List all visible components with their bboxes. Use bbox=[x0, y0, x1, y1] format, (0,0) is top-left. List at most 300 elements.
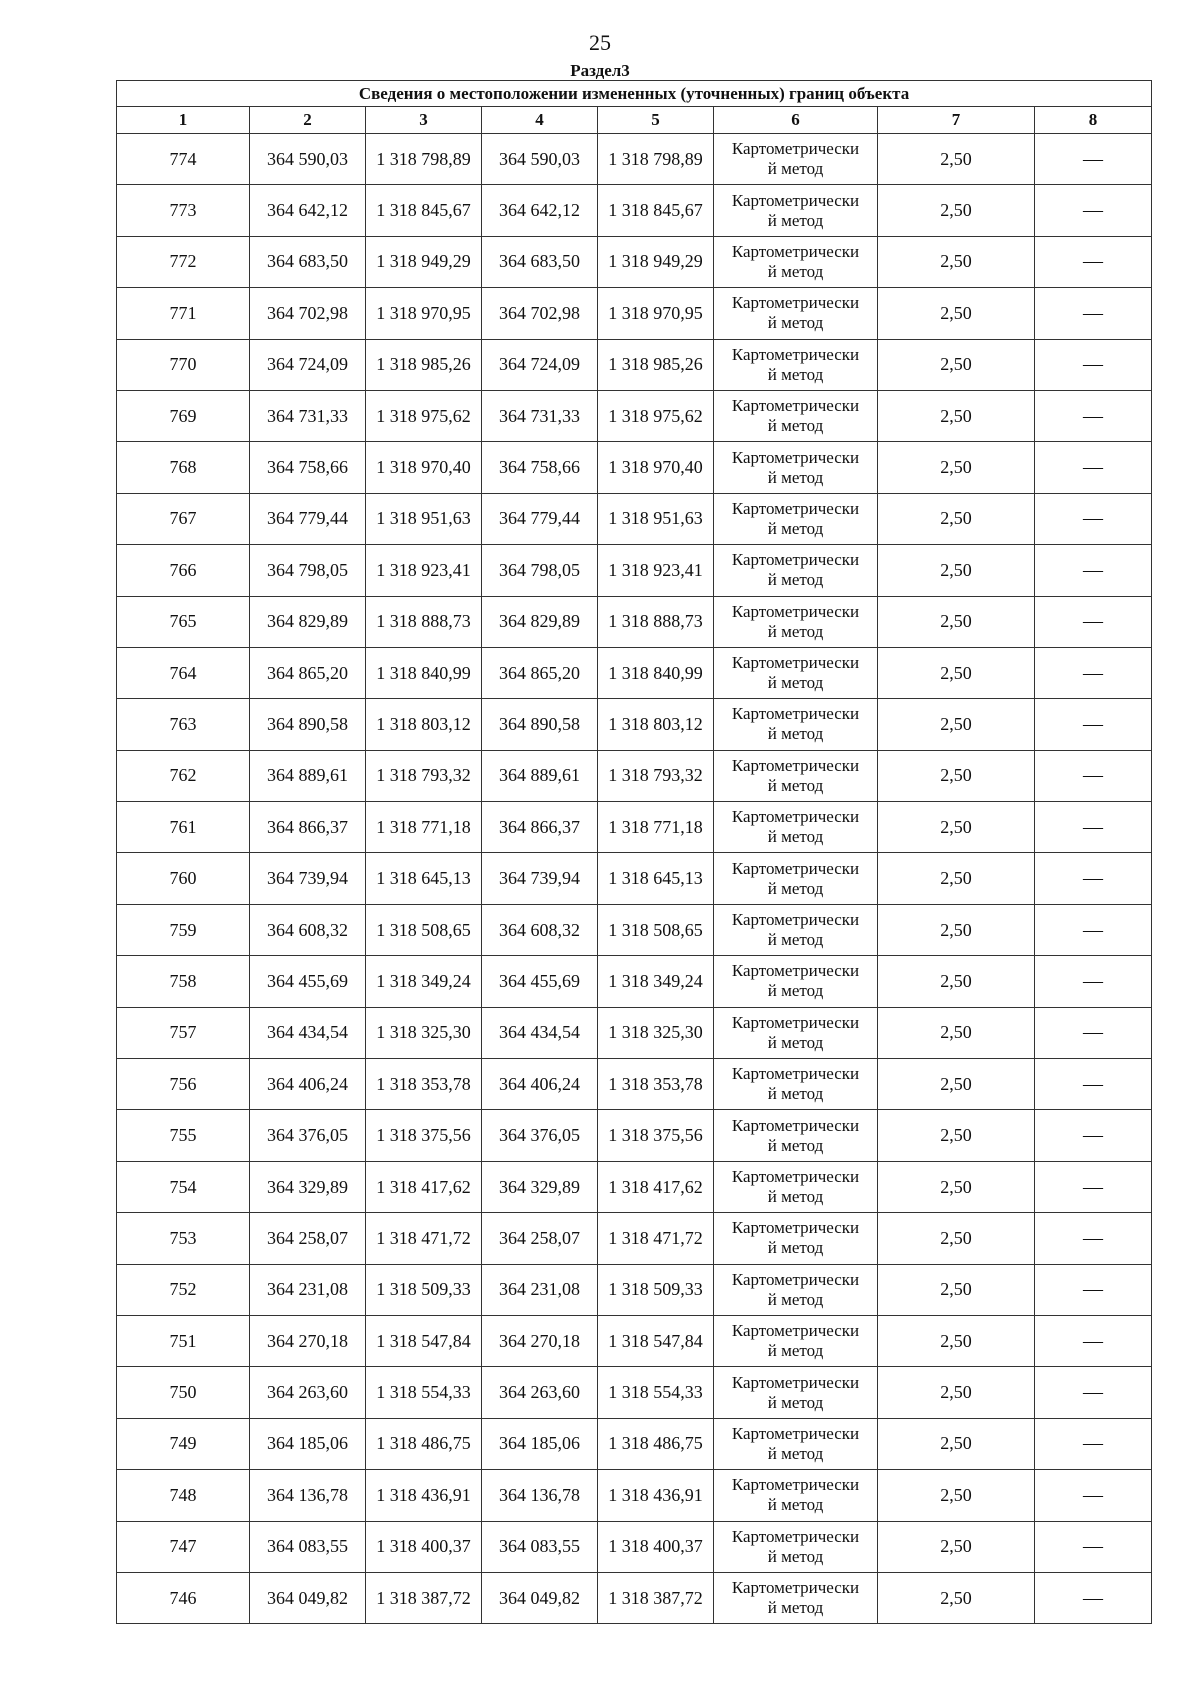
accuracy-cell: 2,50 bbox=[878, 1521, 1035, 1572]
method-text-line2: й метод bbox=[767, 159, 824, 179]
column-number-row bbox=[117, 107, 1152, 134]
point-number-cell: 759 bbox=[117, 904, 250, 955]
coord-x-new-cell: 364 829,89 bbox=[482, 596, 598, 647]
coord-y-cell: 1 318 970,40 bbox=[366, 442, 482, 493]
coord-y-new-cell: 1 318 417,62 bbox=[598, 1161, 714, 1212]
coord-y-new-cell: 1 318 387,72 bbox=[598, 1572, 714, 1623]
method-cell bbox=[714, 1572, 878, 1623]
coord-x-cell: 364 889,61 bbox=[250, 750, 366, 801]
method-cell bbox=[714, 750, 878, 801]
coord-x-cell: 364 263,60 bbox=[250, 1367, 366, 1418]
description-cell: — bbox=[1035, 1367, 1152, 1418]
description-cell: — bbox=[1035, 288, 1152, 339]
coord-y-new-cell: 1 318 325,30 bbox=[598, 1007, 714, 1058]
method-text-line2: й метод bbox=[767, 364, 824, 384]
point-number-cell: 758 bbox=[117, 956, 250, 1007]
method-cell bbox=[714, 1161, 878, 1212]
coord-y-new-cell: 1 318 349,24 bbox=[598, 956, 714, 1007]
method-text-line1: Картометрически bbox=[731, 1167, 860, 1186]
point-number-cell: 774 bbox=[117, 134, 250, 185]
table-row bbox=[117, 1213, 1152, 1264]
coord-y-cell: 1 318 436,91 bbox=[366, 1470, 482, 1521]
method-text-line1: Картометрически bbox=[731, 1012, 860, 1032]
method-text-line2: й метод bbox=[767, 1392, 824, 1412]
description-cell: — bbox=[1035, 956, 1152, 1007]
method-cell bbox=[714, 339, 878, 390]
method-text-line2: й метод bbox=[767, 570, 824, 590]
coord-y-new-cell: 1 318 554,33 bbox=[598, 1367, 714, 1418]
method-cell bbox=[714, 442, 878, 493]
method-text-line2: й метод bbox=[767, 1495, 824, 1515]
column-number: 1 bbox=[117, 107, 250, 134]
method-text-line2: й метод bbox=[767, 1546, 824, 1566]
accuracy-cell: 2,50 bbox=[878, 596, 1035, 647]
coord-x-cell: 364 608,32 bbox=[250, 904, 366, 955]
method-text-line2: й метод bbox=[767, 1289, 824, 1309]
coord-y-cell: 1 318 888,73 bbox=[366, 596, 482, 647]
table-row bbox=[117, 853, 1152, 904]
method-text-line2: й метод bbox=[767, 827, 824, 847]
point-number-cell: 772 bbox=[117, 236, 250, 287]
point-number-cell: 766 bbox=[117, 545, 250, 596]
coord-x-cell: 364 434,54 bbox=[250, 1007, 366, 1058]
point-number-cell: 771 bbox=[117, 288, 250, 339]
description-cell: — bbox=[1035, 596, 1152, 647]
table-row bbox=[117, 699, 1152, 750]
description-cell: — bbox=[1035, 1264, 1152, 1315]
accuracy-cell: 2,50 bbox=[878, 1059, 1035, 1110]
method-text-line2: й метод bbox=[767, 673, 824, 693]
table-row bbox=[117, 1059, 1152, 1110]
point-number-cell: 770 bbox=[117, 339, 250, 390]
method-text-line1: Картометрически bbox=[731, 396, 860, 416]
table-row bbox=[117, 493, 1152, 544]
coord-x-new-cell: 364 434,54 bbox=[482, 1007, 598, 1058]
accuracy-cell: 2,50 bbox=[878, 1007, 1035, 1058]
coord-x-cell: 364 702,98 bbox=[250, 288, 366, 339]
description-cell: — bbox=[1035, 1110, 1152, 1161]
coord-y-new-cell: 1 318 923,41 bbox=[598, 545, 714, 596]
method-text-line1: Картометрически bbox=[731, 1475, 860, 1495]
description-cell: — bbox=[1035, 1418, 1152, 1469]
table-row bbox=[117, 185, 1152, 236]
method-cell bbox=[714, 545, 878, 596]
table-row bbox=[117, 750, 1152, 801]
description-cell: — bbox=[1035, 545, 1152, 596]
coord-y-cell: 1 318 798,89 bbox=[366, 134, 482, 185]
method-text-line1: Картометрически bbox=[731, 601, 860, 621]
coord-x-new-cell: 364 263,60 bbox=[482, 1367, 598, 1418]
method-text-line2: й метод bbox=[767, 724, 824, 744]
coord-y-cell: 1 318 554,33 bbox=[366, 1367, 482, 1418]
method-text-line1: Картометрически bbox=[731, 190, 860, 210]
coord-y-new-cell: 1 318 888,73 bbox=[598, 596, 714, 647]
method-text-line1: Картометрически bbox=[731, 653, 860, 673]
method-text-line1: Картометрически bbox=[731, 961, 860, 981]
column-number: 2 bbox=[250, 107, 366, 134]
column-number: 6 bbox=[714, 107, 878, 134]
accuracy-cell: 2,50 bbox=[878, 750, 1035, 801]
coord-x-cell: 364 779,44 bbox=[250, 493, 366, 544]
coord-y-new-cell: 1 318 840,99 bbox=[598, 647, 714, 698]
coord-y-cell: 1 318 975,62 bbox=[366, 390, 482, 441]
coord-y-cell: 1 318 400,37 bbox=[366, 1521, 482, 1572]
method-cell bbox=[714, 390, 878, 441]
coord-x-cell: 364 758,66 bbox=[250, 442, 366, 493]
method-text-line1: Картометрически bbox=[731, 1064, 860, 1084]
method-text-line1: Картометрически bbox=[731, 1115, 860, 1135]
accuracy-cell: 2,50 bbox=[878, 545, 1035, 596]
description-cell: — bbox=[1035, 1007, 1152, 1058]
accuracy-cell: 2,50 bbox=[878, 1367, 1035, 1418]
method-cell bbox=[714, 802, 878, 853]
coord-y-cell: 1 318 645,13 bbox=[366, 853, 482, 904]
coord-x-cell: 364 866,37 bbox=[250, 802, 366, 853]
description-cell: — bbox=[1035, 750, 1152, 801]
coord-x-cell: 364 376,05 bbox=[250, 1110, 366, 1161]
section-title: Раздел3 bbox=[570, 61, 630, 80]
method-cell bbox=[714, 853, 878, 904]
coord-x-new-cell: 364 049,82 bbox=[482, 1572, 598, 1623]
point-number-cell: 767 bbox=[117, 493, 250, 544]
coord-x-cell: 364 083,55 bbox=[250, 1521, 366, 1572]
method-text-line1: Картометрически bbox=[731, 344, 860, 364]
column-number: 5 bbox=[598, 107, 714, 134]
method-cell bbox=[714, 1418, 878, 1469]
table-row bbox=[117, 1264, 1152, 1315]
method-cell bbox=[714, 1213, 878, 1264]
coord-y-cell: 1 318 349,24 bbox=[366, 956, 482, 1007]
table-row bbox=[117, 1315, 1152, 1366]
coord-x-cell: 364 724,09 bbox=[250, 339, 366, 390]
coord-y-new-cell: 1 318 803,12 bbox=[598, 699, 714, 750]
coord-x-cell: 364 406,24 bbox=[250, 1059, 366, 1110]
coord-x-new-cell: 364 758,66 bbox=[482, 442, 598, 493]
description-cell: — bbox=[1035, 1521, 1152, 1572]
coord-x-cell: 364 865,20 bbox=[250, 647, 366, 698]
coord-x-new-cell: 364 889,61 bbox=[482, 750, 598, 801]
coord-x-cell: 364 642,12 bbox=[250, 185, 366, 236]
table-row bbox=[117, 442, 1152, 493]
accuracy-cell: 2,50 bbox=[878, 699, 1035, 750]
point-number-cell: 764 bbox=[117, 647, 250, 698]
table-row bbox=[117, 1367, 1152, 1418]
table-row bbox=[117, 1572, 1152, 1623]
method-cell bbox=[714, 185, 878, 236]
method-cell bbox=[714, 236, 878, 287]
accuracy-cell: 2,50 bbox=[878, 647, 1035, 698]
method-text-line1: Картометрически bbox=[731, 910, 860, 930]
coord-y-cell: 1 318 845,67 bbox=[366, 185, 482, 236]
description-cell: — bbox=[1035, 1315, 1152, 1366]
description-cell: — bbox=[1035, 339, 1152, 390]
coord-y-new-cell: 1 318 970,40 bbox=[598, 442, 714, 493]
table-row bbox=[117, 1521, 1152, 1572]
method-text-line2: й метод bbox=[767, 313, 824, 333]
coord-y-cell: 1 318 985,26 bbox=[366, 339, 482, 390]
method-text-line2: й метод bbox=[767, 1084, 824, 1104]
description-cell: — bbox=[1035, 904, 1152, 955]
coord-x-new-cell: 364 890,58 bbox=[482, 699, 598, 750]
method-text-line2: й метод bbox=[767, 621, 824, 641]
table-row bbox=[117, 904, 1152, 955]
table-row bbox=[117, 596, 1152, 647]
method-text-line2: й метод bbox=[767, 1032, 824, 1052]
table-row bbox=[117, 1110, 1152, 1161]
coord-y-cell: 1 318 353,78 bbox=[366, 1059, 482, 1110]
description-cell: — bbox=[1035, 1470, 1152, 1521]
table-row bbox=[117, 134, 1152, 185]
accuracy-cell: 2,50 bbox=[878, 390, 1035, 441]
table-row bbox=[117, 1007, 1152, 1058]
coord-y-new-cell: 1 318 471,72 bbox=[598, 1213, 714, 1264]
table-row bbox=[117, 236, 1152, 287]
method-text-line1: Картометрически bbox=[731, 241, 860, 261]
method-text-line1: Картометрически bbox=[731, 1321, 860, 1341]
description-cell: — bbox=[1035, 185, 1152, 236]
column-number: 7 bbox=[878, 107, 1035, 134]
table-row bbox=[117, 288, 1152, 339]
accuracy-cell: 2,50 bbox=[878, 1264, 1035, 1315]
point-number-cell: 769 bbox=[117, 390, 250, 441]
coord-x-new-cell: 364 724,09 bbox=[482, 339, 598, 390]
method-cell bbox=[714, 1264, 878, 1315]
coord-y-new-cell: 1 318 547,84 bbox=[598, 1315, 714, 1366]
coord-x-new-cell: 364 185,06 bbox=[482, 1418, 598, 1469]
coord-x-cell: 364 185,06 bbox=[250, 1418, 366, 1469]
coord-y-cell: 1 318 375,56 bbox=[366, 1110, 482, 1161]
coord-y-cell: 1 318 471,72 bbox=[366, 1213, 482, 1264]
table-row bbox=[117, 647, 1152, 698]
method-text-line2: й метод bbox=[767, 210, 824, 230]
method-cell bbox=[714, 1521, 878, 1572]
method-cell bbox=[714, 1007, 878, 1058]
accuracy-cell: 2,50 bbox=[878, 339, 1035, 390]
method-text-line2: й метод bbox=[767, 981, 824, 1001]
coord-y-new-cell: 1 318 400,37 bbox=[598, 1521, 714, 1572]
method-text-line1: Картометрически bbox=[731, 1372, 860, 1392]
coord-y-cell: 1 318 840,99 bbox=[366, 647, 482, 698]
coord-x-new-cell: 364 270,18 bbox=[482, 1315, 598, 1366]
coord-x-new-cell: 364 642,12 bbox=[482, 185, 598, 236]
column-number: 8 bbox=[1035, 107, 1152, 134]
coord-x-cell: 364 683,50 bbox=[250, 236, 366, 287]
table-row bbox=[117, 1161, 1152, 1212]
method-text-line2: й метод bbox=[767, 878, 824, 898]
method-text-line1: Картометрически bbox=[731, 1526, 860, 1546]
method-text-line1: Картометрически bbox=[731, 1269, 860, 1289]
point-number-cell: 763 bbox=[117, 699, 250, 750]
method-text-line1: Картометрически bbox=[731, 1218, 860, 1238]
description-cell: — bbox=[1035, 853, 1152, 904]
accuracy-cell: 2,50 bbox=[878, 956, 1035, 1007]
coord-x-cell: 364 798,05 bbox=[250, 545, 366, 596]
coord-x-new-cell: 364 231,08 bbox=[482, 1264, 598, 1315]
point-number-cell: 752 bbox=[117, 1264, 250, 1315]
coord-x-new-cell: 364 376,05 bbox=[482, 1110, 598, 1161]
point-number-cell: 768 bbox=[117, 442, 250, 493]
coord-x-cell: 364 455,69 bbox=[250, 956, 366, 1007]
method-text-line1: Картометрически bbox=[731, 293, 860, 313]
method-text-line2: й метод bbox=[767, 775, 824, 795]
coord-x-new-cell: 364 683,50 bbox=[482, 236, 598, 287]
coord-x-cell: 364 270,18 bbox=[250, 1315, 366, 1366]
coordinates-table bbox=[116, 80, 1152, 1624]
point-number-cell: 760 bbox=[117, 853, 250, 904]
description-cell: — bbox=[1035, 647, 1152, 698]
method-cell bbox=[714, 1315, 878, 1366]
accuracy-cell: 2,50 bbox=[878, 1315, 1035, 1366]
point-number-cell: 756 bbox=[117, 1059, 250, 1110]
table-row bbox=[117, 545, 1152, 596]
coord-x-new-cell: 364 798,05 bbox=[482, 545, 598, 596]
coord-y-new-cell: 1 318 486,75 bbox=[598, 1418, 714, 1469]
method-cell bbox=[714, 699, 878, 750]
coord-x-new-cell: 364 590,03 bbox=[482, 134, 598, 185]
description-cell: — bbox=[1035, 1161, 1152, 1212]
coord-y-cell: 1 318 803,12 bbox=[366, 699, 482, 750]
coord-y-cell: 1 318 970,95 bbox=[366, 288, 482, 339]
point-number-cell: 754 bbox=[117, 1161, 250, 1212]
accuracy-cell: 2,50 bbox=[878, 904, 1035, 955]
method-text-line2: й метод bbox=[767, 930, 824, 950]
method-text-line1: Картометрически bbox=[731, 1423, 860, 1443]
coord-y-cell: 1 318 325,30 bbox=[366, 1007, 482, 1058]
method-text-line2: й метод bbox=[767, 467, 824, 487]
description-cell: — bbox=[1035, 442, 1152, 493]
accuracy-cell: 2,50 bbox=[878, 236, 1035, 287]
accuracy-cell: 2,50 bbox=[878, 493, 1035, 544]
accuracy-cell: 2,50 bbox=[878, 1213, 1035, 1264]
point-number-cell: 755 bbox=[117, 1110, 250, 1161]
coord-x-new-cell: 364 083,55 bbox=[482, 1521, 598, 1572]
coord-y-new-cell: 1 318 353,78 bbox=[598, 1059, 714, 1110]
accuracy-cell: 2,50 bbox=[878, 1470, 1035, 1521]
description-cell: — bbox=[1035, 802, 1152, 853]
method-text-line2: й метод bbox=[767, 1443, 824, 1463]
coord-y-cell: 1 318 771,18 bbox=[366, 802, 482, 853]
method-text-line1: Картометрически bbox=[731, 1578, 860, 1598]
coord-y-new-cell: 1 318 970,95 bbox=[598, 288, 714, 339]
description-cell: — bbox=[1035, 1572, 1152, 1623]
point-number-cell: 765 bbox=[117, 596, 250, 647]
coord-y-new-cell: 1 318 436,91 bbox=[598, 1470, 714, 1521]
point-number-cell: 746 bbox=[117, 1572, 250, 1623]
accuracy-cell: 2,50 bbox=[878, 288, 1035, 339]
method-text-line2: й метод bbox=[767, 1187, 824, 1206]
method-cell bbox=[714, 288, 878, 339]
point-number-cell: 747 bbox=[117, 1521, 250, 1572]
table-row bbox=[117, 1470, 1152, 1521]
coord-y-cell: 1 318 417,62 bbox=[366, 1161, 482, 1212]
point-number-cell: 748 bbox=[117, 1470, 250, 1521]
coord-x-cell: 364 829,89 bbox=[250, 596, 366, 647]
description-cell: — bbox=[1035, 390, 1152, 441]
point-number-cell: 773 bbox=[117, 185, 250, 236]
coord-x-cell: 364 731,33 bbox=[250, 390, 366, 441]
method-text-line2: й метод bbox=[767, 261, 824, 281]
table-row bbox=[117, 956, 1152, 1007]
coord-y-new-cell: 1 318 845,67 bbox=[598, 185, 714, 236]
accuracy-cell: 2,50 bbox=[878, 1418, 1035, 1469]
method-cell bbox=[714, 904, 878, 955]
method-text-line2: й метод bbox=[767, 1135, 824, 1155]
coord-x-new-cell: 364 866,37 bbox=[482, 802, 598, 853]
coord-y-cell: 1 318 387,72 bbox=[366, 1572, 482, 1623]
accuracy-cell: 2,50 bbox=[878, 1572, 1035, 1623]
method-cell bbox=[714, 596, 878, 647]
point-number-cell: 757 bbox=[117, 1007, 250, 1058]
method-text-line2: й метод bbox=[767, 1238, 824, 1258]
coord-y-cell: 1 318 508,65 bbox=[366, 904, 482, 955]
method-text-line1: Картометрически bbox=[731, 807, 860, 827]
coord-y-cell: 1 318 509,33 bbox=[366, 1264, 482, 1315]
coord-y-cell: 1 318 951,63 bbox=[366, 493, 482, 544]
accuracy-cell: 2,50 bbox=[878, 1161, 1035, 1212]
table-row bbox=[117, 390, 1152, 441]
accuracy-cell: 2,50 bbox=[878, 185, 1035, 236]
method-text-line1: Картометрически bbox=[731, 704, 860, 724]
column-number: 3 bbox=[366, 107, 482, 134]
method-cell bbox=[714, 1367, 878, 1418]
method-text-line2: й метод bbox=[767, 416, 824, 436]
coord-y-cell: 1 318 486,75 bbox=[366, 1418, 482, 1469]
coord-x-cell: 364 590,03 bbox=[250, 134, 366, 185]
accuracy-cell: 2,50 bbox=[878, 853, 1035, 904]
method-text-line1: Картометрически bbox=[731, 139, 860, 159]
coord-x-new-cell: 364 779,44 bbox=[482, 493, 598, 544]
coord-y-new-cell: 1 318 975,62 bbox=[598, 390, 714, 441]
method-text-line1: Картометрически bbox=[731, 447, 860, 467]
point-number-cell: 749 bbox=[117, 1418, 250, 1469]
method-cell bbox=[714, 493, 878, 544]
method-text-line1: Картометрически bbox=[731, 498, 860, 518]
method-text-line1: Картометрически bbox=[731, 755, 860, 775]
description-cell: — bbox=[1035, 1059, 1152, 1110]
coord-x-new-cell: 364 406,24 bbox=[482, 1059, 598, 1110]
accuracy-cell: 2,50 bbox=[878, 802, 1035, 853]
table-caption: Сведения о местоположении измененных (уточненных) границ объекта bbox=[117, 81, 1152, 107]
coord-x-new-cell: 364 136,78 bbox=[482, 1470, 598, 1521]
method-cell bbox=[714, 134, 878, 185]
point-number-cell: 751 bbox=[117, 1315, 250, 1366]
coord-x-new-cell: 364 608,32 bbox=[482, 904, 598, 955]
coord-x-new-cell: 364 702,98 bbox=[482, 288, 598, 339]
coord-y-new-cell: 1 318 985,26 bbox=[598, 339, 714, 390]
point-number-cell: 750 bbox=[117, 1367, 250, 1418]
coord-y-new-cell: 1 318 771,18 bbox=[598, 802, 714, 853]
coord-y-new-cell: 1 318 509,33 bbox=[598, 1264, 714, 1315]
coord-x-new-cell: 364 455,69 bbox=[482, 956, 598, 1007]
table-row bbox=[117, 1418, 1152, 1469]
column-number: 4 bbox=[482, 107, 598, 134]
description-cell: — bbox=[1035, 1213, 1152, 1264]
coord-x-cell: 364 890,58 bbox=[250, 699, 366, 750]
coord-x-new-cell: 364 865,20 bbox=[482, 647, 598, 698]
description-cell: — bbox=[1035, 699, 1152, 750]
coord-y-new-cell: 1 318 949,29 bbox=[598, 236, 714, 287]
coord-x-cell: 364 258,07 bbox=[250, 1213, 366, 1264]
coord-x-new-cell: 364 739,94 bbox=[482, 853, 598, 904]
method-text-line2: й метод bbox=[767, 1598, 824, 1618]
accuracy-cell: 2,50 bbox=[878, 1110, 1035, 1161]
method-cell bbox=[714, 1059, 878, 1110]
coord-y-new-cell: 1 318 793,32 bbox=[598, 750, 714, 801]
method-cell bbox=[714, 1110, 878, 1161]
coord-y-new-cell: 1 318 645,13 bbox=[598, 853, 714, 904]
method-cell bbox=[714, 1470, 878, 1521]
table-row bbox=[117, 339, 1152, 390]
